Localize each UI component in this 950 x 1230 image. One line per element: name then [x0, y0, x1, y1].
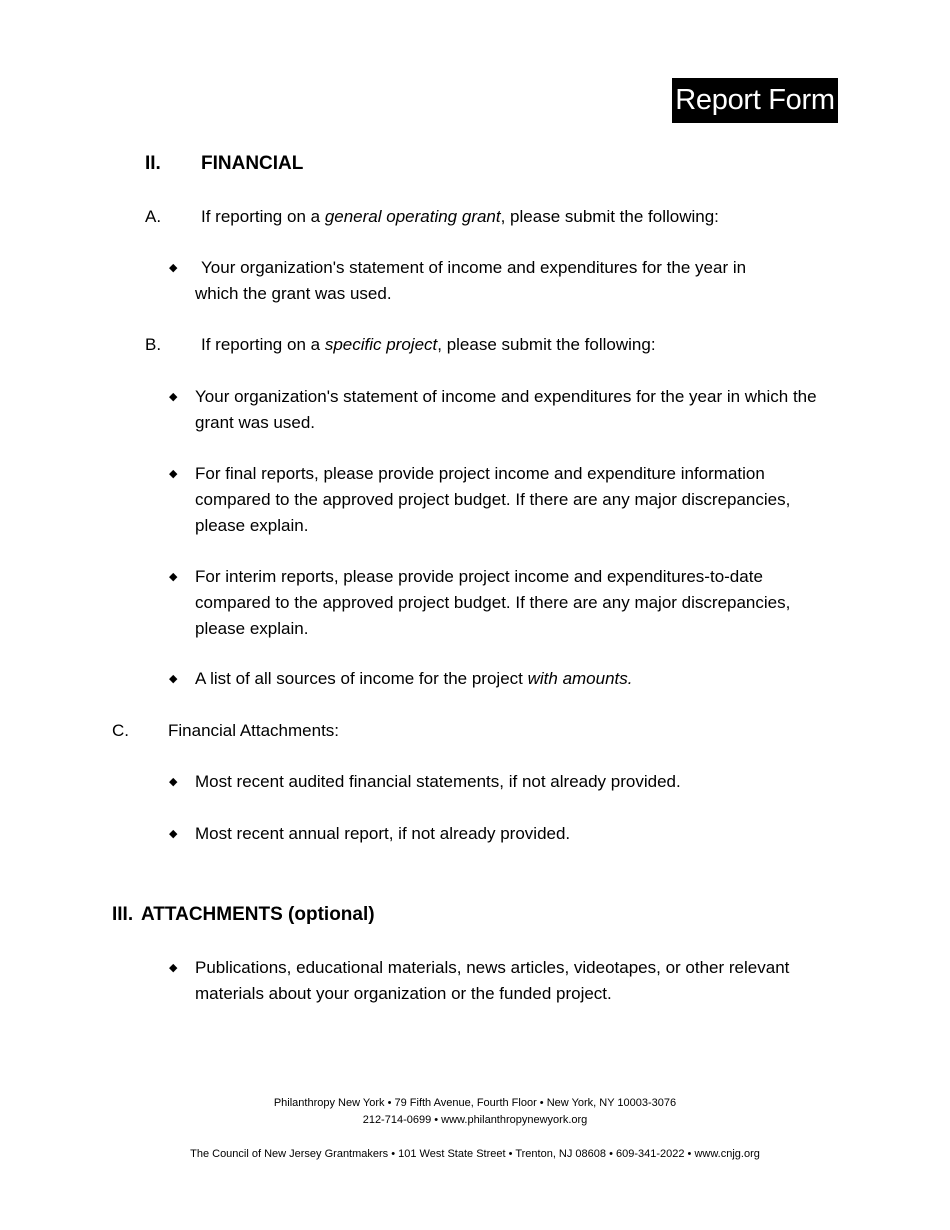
footer-line-2: 212-714-0699 • www.philanthropynewyork.org — [362, 1114, 588, 1126]
item-a-letter: A. — [145, 207, 162, 226]
diamond-bullet-icon: ◆ — [169, 828, 178, 840]
diamond-bullet-icon: ◆ — [169, 962, 178, 974]
item-a-text-pre: If reporting on a — [201, 207, 325, 226]
item-a-text-post: , please submit the following: — [500, 207, 719, 226]
section-3-bullet-1 — [195, 955, 789, 1007]
item-b-bullet-4 — [195, 666, 633, 692]
item-a-text — [201, 204, 719, 230]
diamond-bullet-icon: ◆ — [169, 571, 178, 583]
item-b-bullet-2-line-2: compared to the approved project budget. If there are any major discrepancies, — [195, 490, 791, 509]
item-b-letter: B. — [145, 335, 162, 354]
diamond-bullet-icon: ◆ — [169, 468, 178, 480]
section-3-heading: ATTACHMENTS (optional) — [141, 904, 375, 925]
section-3-bullet-1-line-1: Publications, educational materials, news articles, videotapes, or other relevant — [195, 958, 790, 977]
item-c-bullet-2: Most recent annual report, if not already provided. — [195, 824, 571, 843]
section-3-bullet-1-line-2: materials about your organization or the funded project. — [195, 984, 612, 1003]
item-c-label: Financial Attachments: — [168, 721, 340, 740]
report-form-title: Report Form — [672, 78, 838, 123]
item-c-bullet-1: Most recent audited financial statements, if not already provided. — [195, 772, 681, 791]
item-a-text-emphasis: general operating grant — [324, 207, 501, 226]
item-b-bullet-3 — [195, 564, 790, 642]
item-a-bullet-1-line-2: which the grant was used. — [195, 284, 392, 303]
diamond-bullet-icon: ◆ — [169, 391, 178, 403]
item-b-bullet-3-line-3: please explain. — [195, 619, 309, 638]
item-b-bullet-3-line-1: For interim reports, please provide project income and expenditures-to-date — [195, 567, 763, 586]
item-b-bullet-3-line-2: compared to the approved project budget. If there are any major discrepancies, — [195, 593, 791, 612]
diamond-bullet-icon: ◆ — [169, 262, 178, 274]
footer-line-1: Philanthropy New York • 79 Fifth Avenue, Fourth Floor • New York, NY 10003-3076 — [273, 1097, 677, 1109]
item-b-text-post: , please submit the following: — [437, 335, 656, 354]
diamond-bullet-icon: ◆ — [169, 776, 178, 788]
item-a-bullet-1-line-1: Your organization's statement of income and expenditures for the year in — [201, 258, 747, 277]
item-b-bullet-4-pre: A list of all sources of income for the project — [195, 669, 528, 688]
section-2-heading: FINANCIAL — [201, 153, 304, 174]
item-b-bullet-2-line-1: For final reports, please provide project income and expenditure information — [195, 464, 765, 483]
diamond-bullet-icon: ◆ — [169, 673, 178, 685]
section-3-numeral: III. — [112, 904, 134, 925]
item-b-bullet-4-emphasis: with amounts. — [527, 669, 633, 688]
item-b-bullet-1-line-2: grant was used. — [195, 413, 316, 432]
item-c-letter: C. — [112, 721, 129, 740]
item-b-bullet-2 — [195, 461, 790, 539]
item-b-text-emphasis: specific project — [324, 335, 438, 354]
footer-line-3: The Council of New Jersey Grantmakers • 101 West State Street • Trenton, NJ 08608 • 609-341-2022 • www.cnjg.org — [190, 1148, 760, 1160]
section-2-numeral: II. — [145, 153, 161, 174]
item-b-text-pre: If reporting on a — [201, 335, 325, 354]
item-b-bullet-1 — [195, 384, 817, 436]
item-b-text — [201, 332, 656, 358]
item-b-bullet-1-line-1: Your organization's statement of income and expenditures for the year in which the — [195, 387, 817, 406]
item-b-bullet-2-line-3: please explain. — [195, 516, 309, 535]
